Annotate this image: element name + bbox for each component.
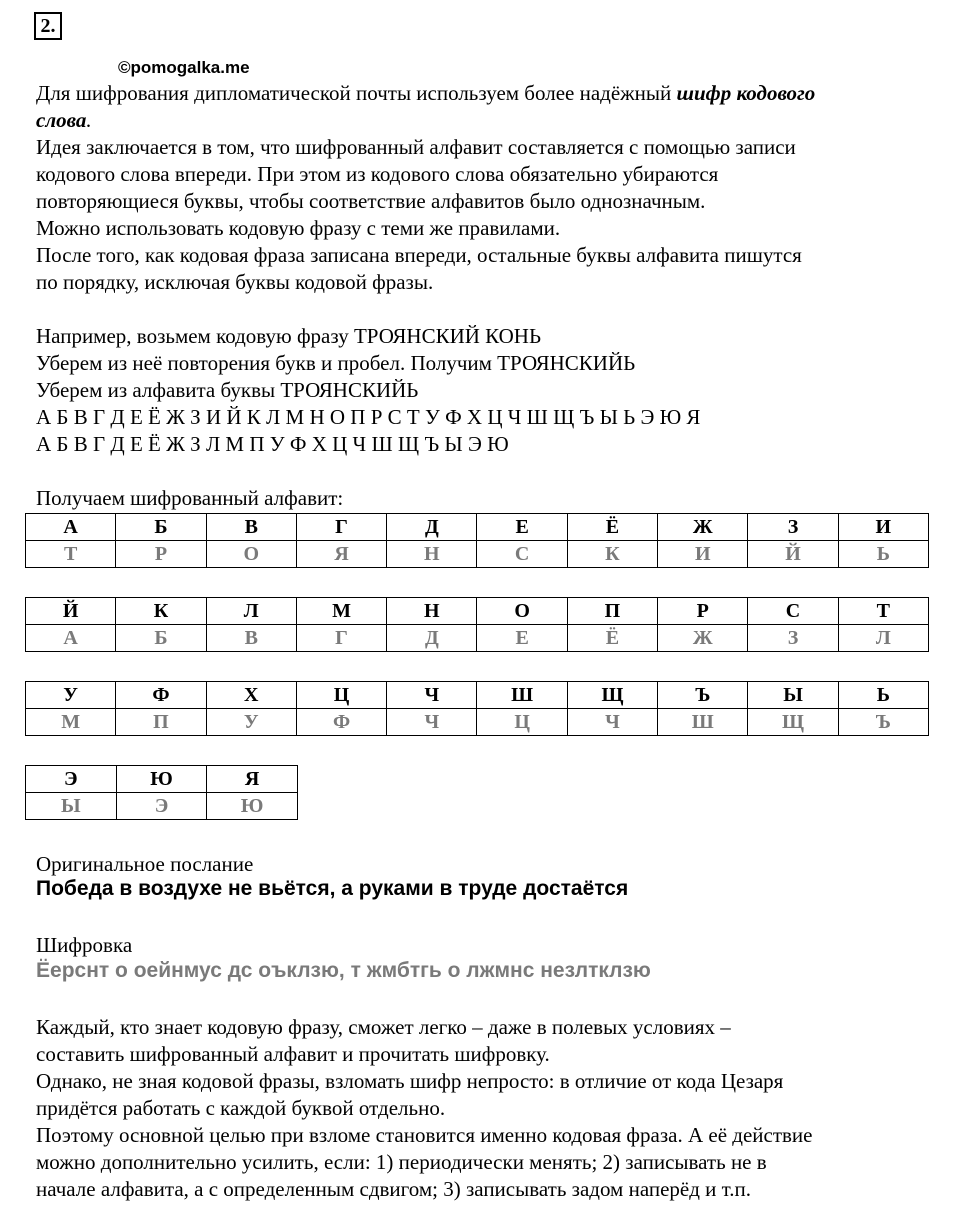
plain-letter: К [116, 598, 206, 625]
closing-line: Однако, не зная кодовой фразы, взломать шифр непросто: в отличие от кода Цезаря [36, 1069, 784, 1093]
encrypted-letter: Й [748, 541, 838, 568]
plain-row [26, 766, 298, 793]
plain-letter: А [26, 514, 116, 541]
plain-letter: М [296, 598, 386, 625]
encrypted-letter: З [748, 625, 838, 652]
encrypted-letter: М [26, 709, 116, 736]
encrypted-letter: Ч [567, 709, 657, 736]
plain-letter: Х [206, 682, 296, 709]
encrypted-letter: Б [116, 625, 206, 652]
encrypted-row [26, 541, 929, 568]
example-line: Уберем из неё повторения букв и пробел. Получим ТРОЯНСКИЙЬ [36, 351, 636, 375]
plain-letter: Ю [116, 766, 207, 793]
intro-period: . [86, 108, 92, 132]
paragraph-line: кодового слова впереди. При этом из кодового слова обязательно убираются [36, 162, 719, 186]
encrypted-letter: К [567, 541, 657, 568]
plain-letter: У [26, 682, 116, 709]
intro-line-1 [36, 80, 815, 107]
encrypted-row [26, 625, 929, 652]
intro-bold-term-cont: слова [36, 108, 87, 132]
plain-letter: Д [387, 514, 477, 541]
plain-letter: С [748, 598, 838, 625]
cipher-table-2 [25, 597, 929, 652]
alphabet-full: А Б В Г Д Е Ё Ж З И Й К Л М Н О П Р С Т У Ф Х Ц Ч Ш Щ Ъ Ы Ь Э Ю Я [36, 405, 701, 429]
encrypted-letter: Я [296, 541, 386, 568]
plain-letter: Я [207, 766, 298, 793]
plain-letter: Р [658, 598, 748, 625]
plain-letter: Ъ [658, 682, 748, 709]
paragraph-line: по порядку, исключая буквы кодовой фразы. [36, 270, 434, 294]
example-line: Уберем из алфавита буквы ТРОЯНСКИЙЬ [36, 378, 419, 402]
encrypted-letter: Е [477, 625, 567, 652]
plain-letter: Щ [567, 682, 657, 709]
closing-line: придётся работать с каждой буквой отдельно. [36, 1096, 446, 1120]
encrypted-letter: В [206, 625, 296, 652]
encrypted-letter: Д [387, 625, 477, 652]
original-label: Оригинальное послание [36, 852, 254, 876]
plain-letter: Ч [387, 682, 477, 709]
plain-letter: Е [477, 514, 567, 541]
paragraph-line: После того, как кодовая фраза записана впереди, остальные буквы алфавита пишутся [36, 243, 802, 267]
encrypted-label: Шифровка [36, 933, 133, 957]
encrypted-letter: Ф [296, 709, 386, 736]
encrypted-letter: Р [116, 541, 206, 568]
encrypted-letter: Ц [477, 709, 567, 736]
encrypted-letter: Т [26, 541, 116, 568]
example-line: Например, возьмем кодовую фразу ТРОЯНСКИЙ КОНЬ [36, 324, 542, 348]
plain-letter: Б [116, 514, 206, 541]
encrypted-letter: Н [387, 541, 477, 568]
plain-letter: Н [387, 598, 477, 625]
encrypted-message: Ёерснт о оейнмус дс оъклзю, т жмбтгь о лжмнс незлтклзю [36, 959, 651, 982]
cipher-table-4 [25, 765, 298, 820]
closing-line: начале алфавита, а с определенным сдвигом; 3) записывать задом наперёд и т.п. [36, 1177, 752, 1201]
paragraph-line: Можно использовать кодовую фразу с теми же правилами. [36, 216, 561, 240]
plain-letter: Ф [116, 682, 206, 709]
encrypted-letter: Ё [567, 625, 657, 652]
plain-row [26, 598, 929, 625]
plain-letter: Й [26, 598, 116, 625]
watermark: ©pomogalka.me [118, 58, 250, 77]
encrypted-letter: Ж [658, 625, 748, 652]
encrypted-letter: У [206, 709, 296, 736]
encrypted-letter: Э [116, 793, 207, 820]
plain-letter: З [748, 514, 838, 541]
plain-letter: О [477, 598, 567, 625]
plain-letter: Э [26, 766, 117, 793]
encrypted-letter: Ч [387, 709, 477, 736]
plain-letter: Ё [567, 514, 657, 541]
intro-text: Для шифрования дипломатической почты используем более надёжный [36, 81, 677, 105]
plain-letter: Л [206, 598, 296, 625]
intro-bold-term: шифр кодового [676, 81, 816, 105]
plain-letter: Ь [838, 682, 928, 709]
closing-line: Поэтому основной целью при взломе становится именно кодовая фраза. А её действие [36, 1123, 813, 1147]
encrypted-letter: Ю [207, 793, 298, 820]
plain-letter: Ж [658, 514, 748, 541]
encrypted-letter: П [116, 709, 206, 736]
alphabet-remaining: А Б В Г Д Е Ё Ж З Л М П У Ф Х Ц Ч Ш Щ Ъ Ы Э Ю [36, 432, 509, 456]
plain-letter: Г [296, 514, 386, 541]
encrypted-letter: Щ [748, 709, 838, 736]
encrypted-letter: Ъ [838, 709, 928, 736]
original-message: Победа в воздухе не вьётся, а руками в труде достаётся [36, 877, 629, 900]
cipher-label: Получаем шифрованный алфавит: [36, 486, 344, 510]
paragraph-line: повторяющиеся буквы, чтобы соответствие алфавитов было однозначным. [36, 189, 706, 213]
cipher-table-1 [25, 513, 929, 568]
encrypted-row [26, 709, 929, 736]
plain-row [26, 514, 929, 541]
plain-letter: В [206, 514, 296, 541]
encrypted-letter: С [477, 541, 567, 568]
cipher-table-3 [25, 681, 929, 736]
closing-line: можно дополнительно усилить, если: 1) периодически менять; 2) записывать не в [36, 1150, 767, 1174]
plain-letter: И [838, 514, 928, 541]
task-number: 2. [34, 12, 62, 40]
intro-line-2 [36, 107, 92, 134]
plain-letter: Ш [477, 682, 567, 709]
plain-letter: Ц [296, 682, 386, 709]
plain-letter: Ы [748, 682, 838, 709]
closing-line: составить шифрованный алфавит и прочитать шифровку. [36, 1042, 550, 1066]
closing-line: Каждый, кто знает кодовую фразу, сможет легко – даже в полевых условиях – [36, 1015, 731, 1039]
encrypted-letter: О [206, 541, 296, 568]
encrypted-letter: Л [838, 625, 928, 652]
encrypted-letter: Ь [838, 541, 928, 568]
encrypted-row [26, 793, 298, 820]
paragraph-line: Идея заключается в том, что шифрованный алфавит составляется с помощью записи [36, 135, 796, 159]
encrypted-letter: Ш [658, 709, 748, 736]
encrypted-letter: А [26, 625, 116, 652]
plain-letter: Т [838, 598, 928, 625]
encrypted-letter: И [658, 541, 748, 568]
plain-letter: П [567, 598, 657, 625]
encrypted-letter: Ы [26, 793, 117, 820]
encrypted-letter: Г [296, 625, 386, 652]
plain-row [26, 682, 929, 709]
